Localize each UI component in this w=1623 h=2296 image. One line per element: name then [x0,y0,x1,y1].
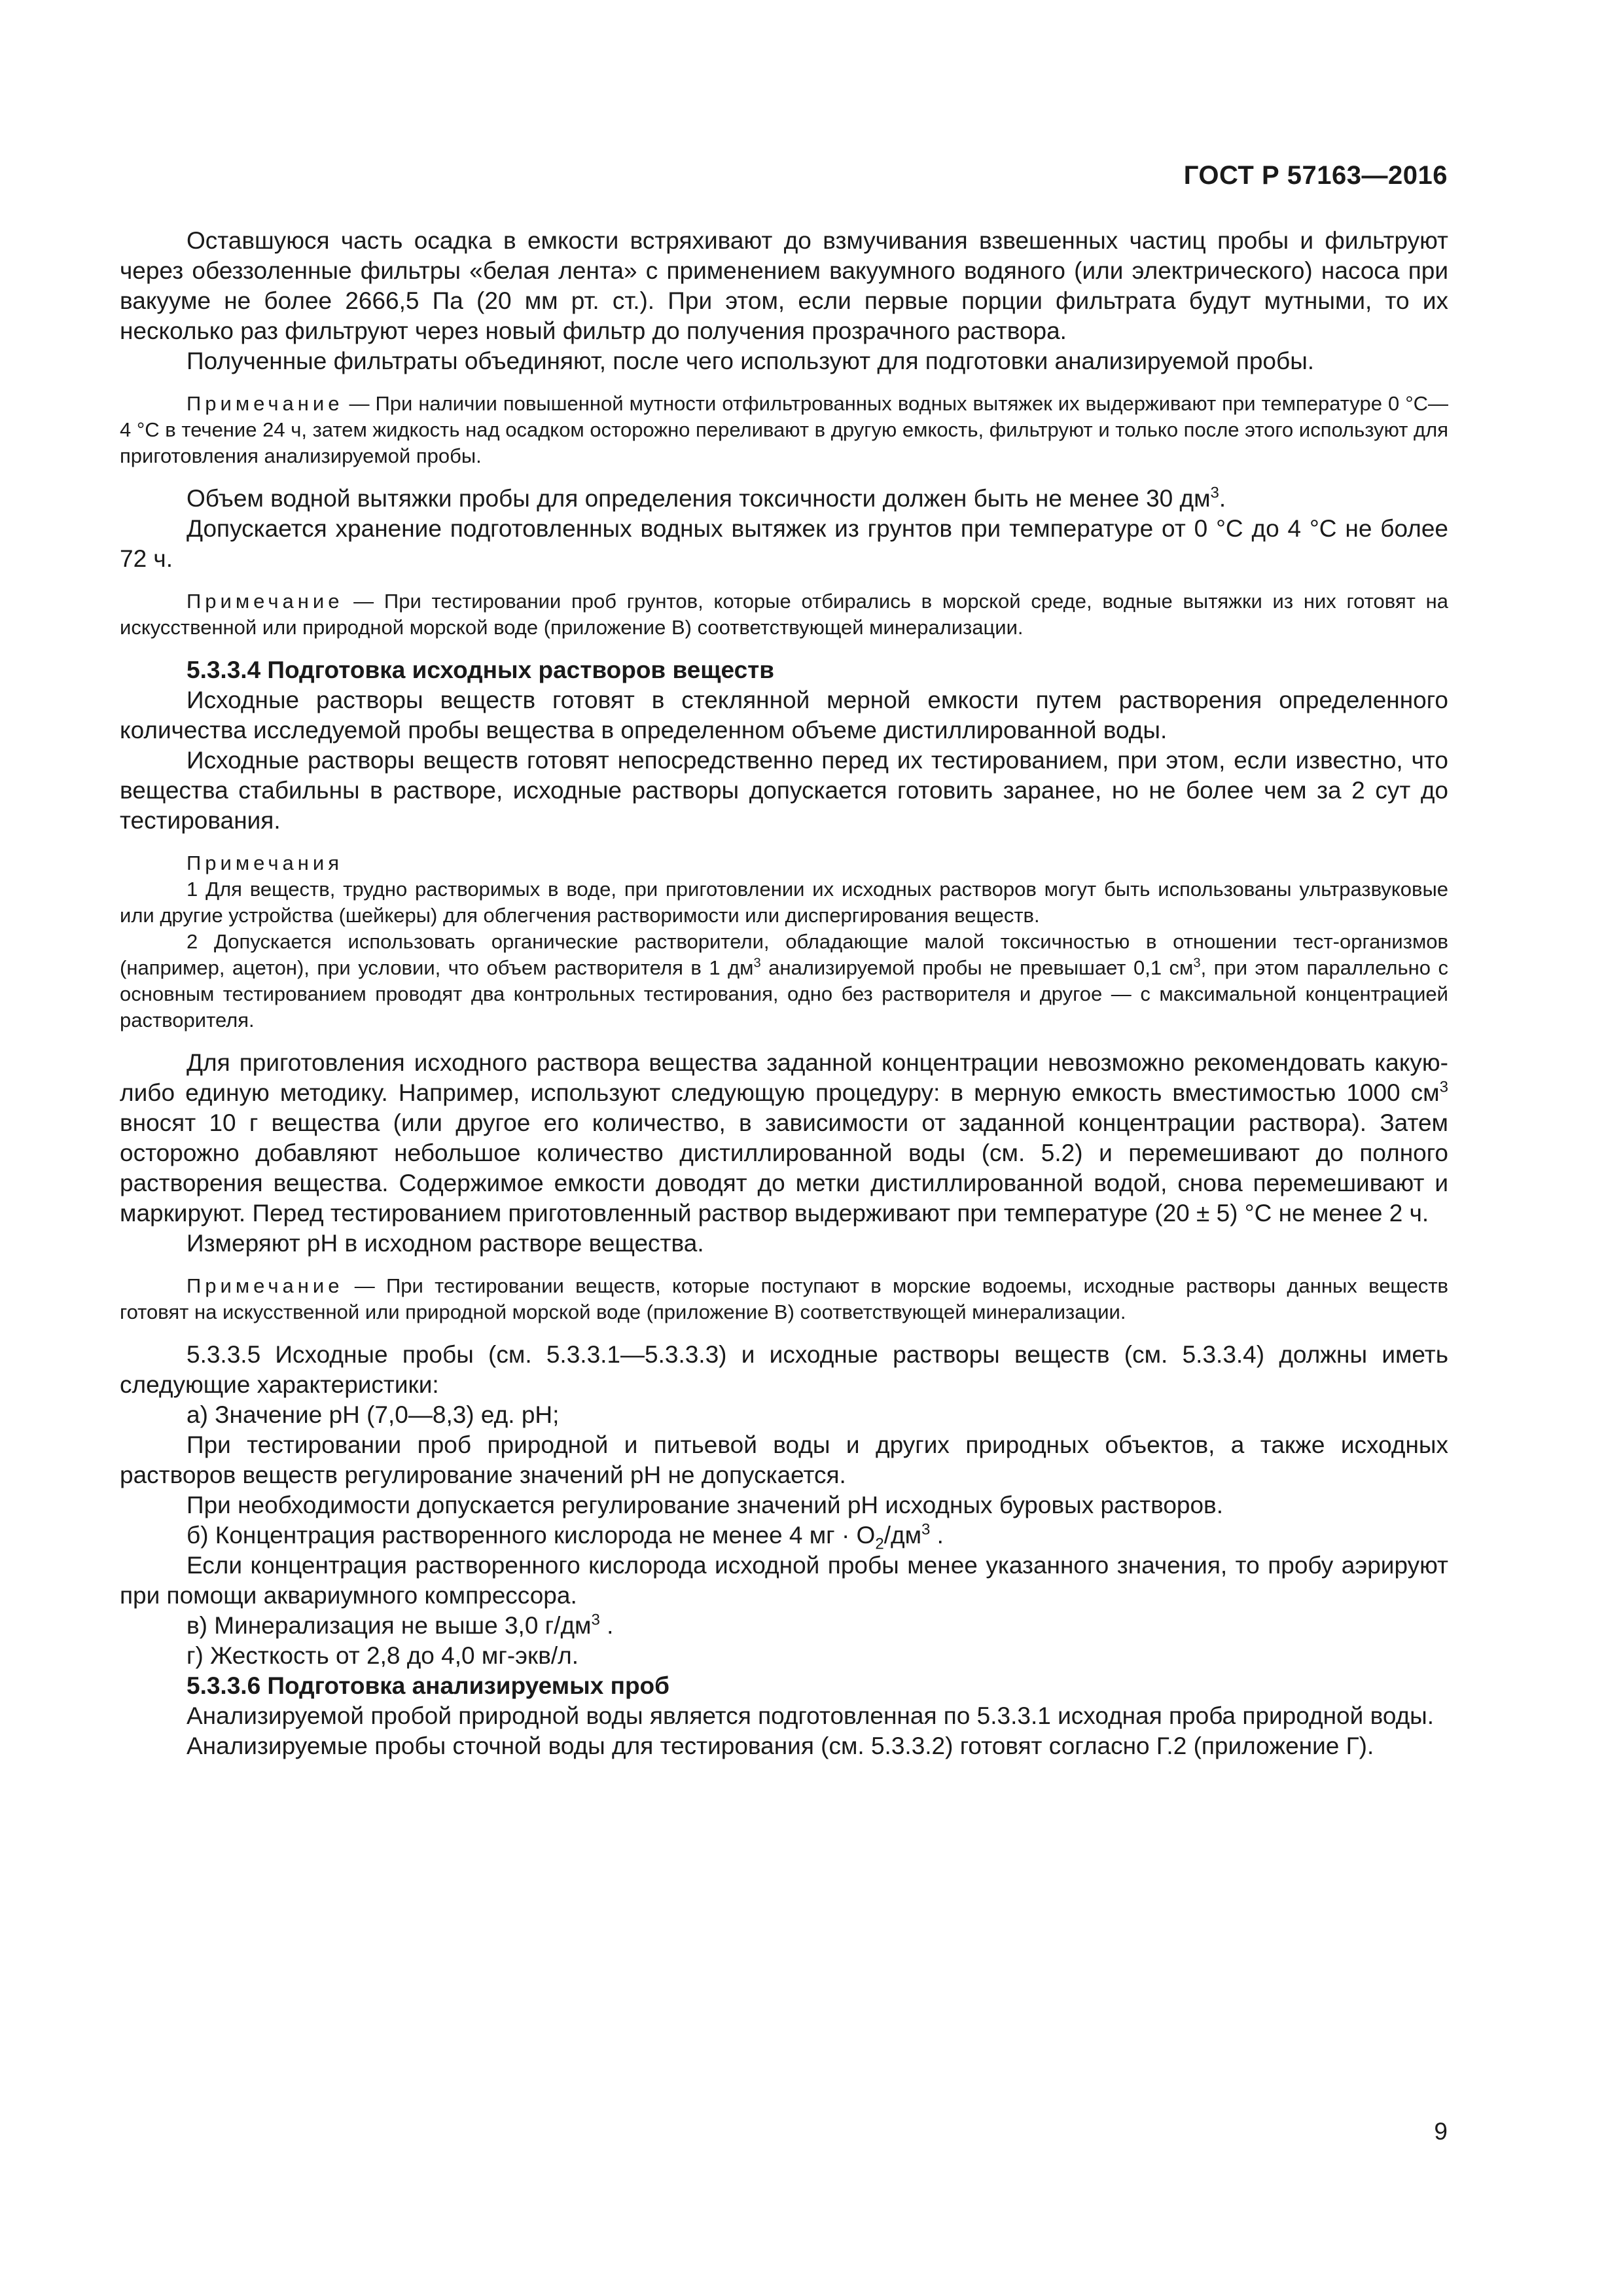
notes-label-text: Примечания [187,852,343,874]
superscript: 3 [1210,484,1219,502]
paragraph: Допускается хранение подготовленных водных вытяжек из грунтов при температуре от 0 °С до 4 °С не более 72 ч. [120,515,1448,572]
note-label: Примечание [187,392,344,415]
superscript: 3 [753,956,761,971]
notes-label [120,850,1448,876]
subscript: 2 [875,1535,884,1553]
text-run: б) Концентрация растворенного кислорода не менее 4 мг · O [187,1522,876,1549]
note-body: — При наличии повышенной мутности отфильтрованных водных вытяжек их выдерживают при температуре 0 °С—4 °С в течение 24 ч, затем жидкость над осадком осторожно переливают в другую емкость, фильтруют и только после этого используют для приготовления анализируемой пробы. [120,392,1448,467]
note-item: 1 Для веществ, трудно растворимых в воде, при приготовлении их исходных растворов могут быть использованы ультразвуковые или другие устройства (шейкеры) для облегчения растворимости или диспергирования веществ. [120,878,1448,927]
paragraph: Измеряют рН в исходном растворе вещества. [187,1230,704,1257]
text-run: Объем водной вытяжки пробы для определения токсичности должен быть не менее 30 дм [187,485,1211,512]
paragraph: При тестировании проб природной и питьевой воды и других природных объектов, а также исходных растворов веществ регулирование значений рН не допускается. [120,1431,1448,1488]
paragraph: Анализируемые пробы сточной воды для тестирования (см. 5.3.3.2) готовят согласно Г.2 (приложение Г). [187,1732,1374,1759]
section-heading-5-3-3-4: 5.3.3.4 Подготовка исходных растворов веществ [187,656,775,683]
note-label: Примечание [187,590,344,613]
superscript: 3 [921,1520,931,1539]
text-run: . [1219,485,1226,512]
note-text [120,1273,1448,1325]
note-text [120,588,1448,641]
document-body [120,226,1448,1761]
text-run: 2 Допускается использовать органические растворители, обладающие малой токсичностью в отношении тест-организмов (например, ацетон), при условии, что объем растворителя в 1 дм [120,930,1448,979]
note-item [120,929,1448,1033]
text-run: вносят 10 г вещества (или другое его количество, в зависимости от заданной концентрации раствора). Затем осторожно добавляют небольшое количество дистиллированной воды (см. 5.2) и перемешивают до полного растворения вещества. Содержимое емкости доводят до метки дистиллированной водой, снова перемешивают и маркируют. Перед тестированием приготовленный раствор выдерживают при температуре (20 ± 5) °С не менее 2 ч. [120,1109,1448,1227]
paragraph: 5.3.3.5 Исходные пробы (см. 5.3.3.1—5.3.3.3) и исходные растворы веществ (см. 5.3.3.4) должны иметь следующие характеристики: [120,1341,1448,1398]
text-run: Для приготовления исходного раствора вещества заданной концентрации невозможно рекомендовать какую-либо единую методику. Например, используют следующую процедуру: в мерную емкость вместимостью 1000 см [120,1049,1448,1106]
note-body: — При тестировании веществ, которые поступают в морские водоемы, исходные растворы данных веществ готовят на искусственной или природной морской воде (приложение В) соответствующей минерализации. [120,1274,1448,1323]
list-item: а) Значение рН (7,0—8,3) ед. рН; [187,1401,560,1428]
text-run: в) Минерализация не выше 3,0 г/дм [187,1612,592,1639]
paragraph: Оставшуюся часть осадка в емкости встряхивают до взмучивания взвешенных частиц пробы и фильтруют через обеззоленные фильтры «белая лента» с применением вакуумного водяного (или электрического) насоса при вакууме не более 2666,5 Па (20 мм рт. ст.). При этом, если первые порции фильтрата будут мутными, то их несколько раз фильтруют через новый фильтр до получения прозрачного раствора. [120,227,1448,344]
text-run: . [930,1522,944,1549]
paragraph: Исходные растворы веществ готовят непосредственно перед их тестированием, при этом, если известно, что вещества стабильны в растворе, исходные растворы допускается готовить заранее, но не более чем за 2 сут до тестирования. [120,747,1448,834]
list-item: г) Жесткость от 2,8 до 4,0 мг-экв/л. [187,1642,579,1669]
text-run: . [599,1612,614,1639]
list-item [120,1520,1448,1551]
paragraph: Полученные фильтраты объединяют, после чего используют для подготовки анализируемой пробы. [187,348,1315,374]
paragraph [120,1048,1448,1229]
paragraph: Если концентрация растворенного кислорода исходной пробы менее указанного значения, то пробу аэрируют при помощи аквариумного компрессора. [120,1552,1448,1609]
text-run: , при этом параллельно с основным тестированием проводят два контрольных тестирования, одно без растворителя и другое — с максимальной концентрацией растворителя. [120,956,1449,1031]
list-item [120,1611,1448,1641]
note [120,391,1448,469]
note-label: Примечание [187,1274,344,1297]
note [120,1273,1448,1325]
paragraph [120,484,1448,514]
notes-block [120,850,1448,1033]
superscript: 3 [1439,1078,1448,1096]
note-body: — При тестировании проб грунтов, которые отбирались в морской среде, водные вытяжки из них готовят на искусственной или природной морской воде (приложение В) соответствующей минерализации. [120,590,1448,639]
page-number: 9 [1434,2118,1448,2145]
text-run: анализируемой пробы не превышает 0,1 см [760,956,1194,979]
document-id-header: ГОСТ Р 57163—2016 [1183,161,1448,190]
section-heading-5-3-3-6: 5.3.3.6 Подготовка анализируемых проб [187,1672,669,1699]
superscript: 3 [1193,956,1201,971]
paragraph: При необходимости допускается регулирование значений рН исходных буровых растворов. [187,1492,1223,1518]
text-run: /дм [883,1522,922,1549]
paragraph: Анализируемой пробой природной воды является подготовленная по 5.3.3.1 исходная проба природной воды. [187,1702,1435,1729]
note-text [120,391,1448,469]
note [120,588,1448,641]
superscript: 3 [591,1611,600,1629]
paragraph: Исходные растворы веществ готовят в стеклянной мерной емкости путем растворения определенного количества исследуемой пробы вещества в определенном объеме дистиллированной воды. [120,687,1448,744]
